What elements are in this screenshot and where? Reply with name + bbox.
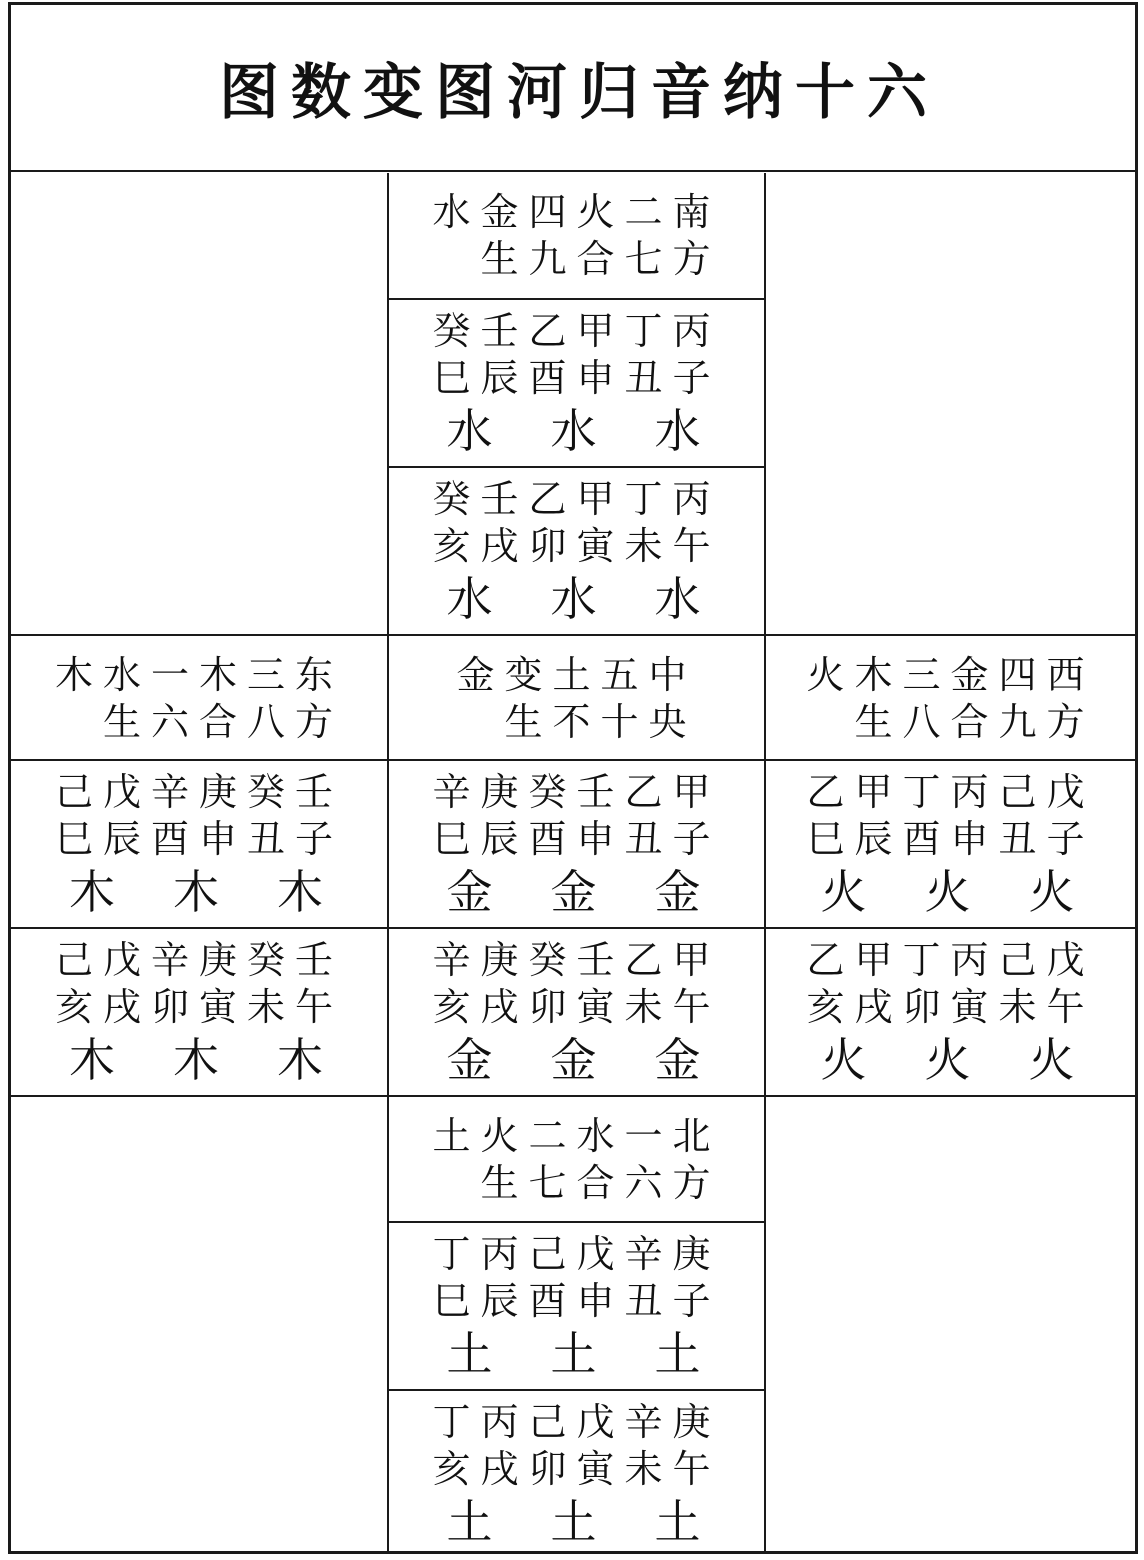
east-header-line2: 生八合九方 xyxy=(806,700,1095,744)
north-block1-branches: 巳辰酉申丑子 xyxy=(432,356,721,400)
east-block2-stems: 乙甲丁丙己戊 xyxy=(806,938,1095,982)
west-block1-element: 木 木 木 xyxy=(69,865,329,919)
south-header-line2: 生七合六方 xyxy=(432,1161,721,1205)
north-header-line1: 水金四火二南 xyxy=(432,190,721,234)
north-block1-stems: 癸壬乙甲丁丙 xyxy=(432,309,721,353)
south-header-cell xyxy=(389,1097,764,1221)
west-block2-stems: 己戊辛庚癸壬 xyxy=(54,938,343,982)
west-block1-branches: 巳辰酉申丑子 xyxy=(54,817,343,861)
center-block2-branches: 亥戌卯寅未午 xyxy=(432,985,721,1029)
west-header-cell xyxy=(11,636,387,759)
east-block1-element: 火 火 火 xyxy=(820,865,1081,919)
east-block2-cell xyxy=(766,929,1135,1095)
west-header-line1: 木水一木三东 xyxy=(54,653,343,697)
south-block1-cell xyxy=(389,1223,764,1389)
north-block1-element: 水 水 水 xyxy=(446,404,707,458)
west-block2-cell xyxy=(11,929,387,1095)
south-block2-cell xyxy=(389,1391,764,1551)
east-header-line1: 火木三金四西 xyxy=(806,653,1095,697)
north-header-cell xyxy=(389,173,764,298)
diagram-frame xyxy=(8,2,1138,1554)
center-block1-stems: 辛庚癸壬乙甲 xyxy=(432,770,721,814)
north-block2-cell xyxy=(389,468,764,634)
north-block1-cell xyxy=(389,300,764,466)
south-block2-stems: 丁丙己戊辛庚 xyxy=(432,1400,721,1444)
east-block1-branches: 巳辰酉申丑子 xyxy=(806,817,1095,861)
east-block2-branches: 亥戌卯寅未午 xyxy=(806,985,1095,1029)
center-block1-cell xyxy=(389,761,764,927)
west-block2-branches: 亥戌卯寅未午 xyxy=(54,985,343,1029)
east-block1-stems: 乙甲丁丙己戊 xyxy=(806,770,1095,814)
south-block2-branches: 亥戌卯寅未午 xyxy=(432,1447,721,1491)
north-block2-element: 水 水 水 xyxy=(446,572,707,626)
south-block1-branches: 巳辰酉申丑子 xyxy=(432,1279,721,1323)
east-block1-cell xyxy=(766,761,1135,927)
east-header-cell xyxy=(766,636,1135,759)
west-header-line2: 生六合八方 xyxy=(54,700,343,744)
center-header-cell xyxy=(389,636,764,759)
diagram-title: 图数变图河归音纳十六 xyxy=(11,5,1135,172)
center-header-line1: 金变土五中 xyxy=(456,653,697,697)
west-block2-element: 木 木 木 xyxy=(69,1033,329,1087)
west-block1-stems: 己戊辛庚癸壬 xyxy=(54,770,343,814)
north-header-line2: 生九合七方 xyxy=(432,237,721,281)
center-block1-element: 金 金 金 xyxy=(446,865,707,919)
south-block1-element: 土 土 土 xyxy=(446,1327,707,1381)
north-block2-branches: 亥戌卯寅未午 xyxy=(432,524,721,568)
center-block2-cell xyxy=(389,929,764,1095)
south-block1-stems: 丁丙己戊辛庚 xyxy=(432,1232,721,1276)
south-header-line1: 土火二水一北 xyxy=(432,1114,721,1158)
west-block1-cell xyxy=(11,761,387,927)
south-block2-element: 土 土 土 xyxy=(446,1495,707,1549)
center-header-line2: 生不十央 xyxy=(456,700,697,744)
east-block2-element: 火 火 火 xyxy=(820,1033,1081,1087)
center-block2-stems: 辛庚癸壬乙甲 xyxy=(432,938,721,982)
north-block2-stems: 癸壬乙甲丁丙 xyxy=(432,477,721,521)
center-block2-element: 金 金 金 xyxy=(446,1033,707,1087)
center-block1-branches: 巳辰酉申丑子 xyxy=(432,817,721,861)
